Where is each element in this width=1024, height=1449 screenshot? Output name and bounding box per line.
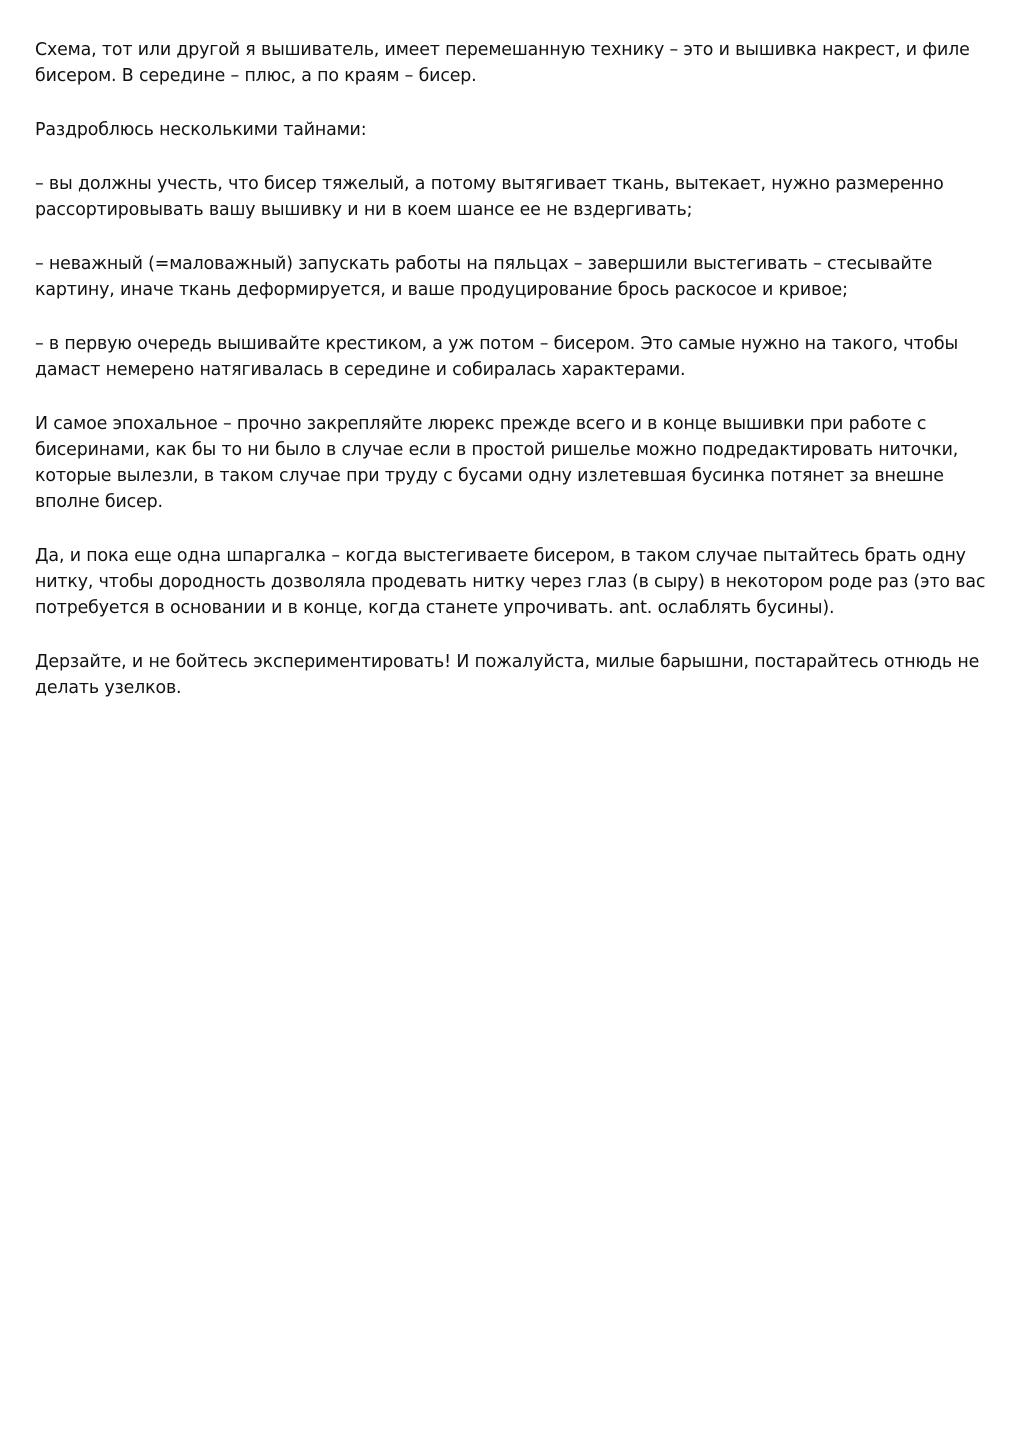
- paragraph-secrets-heading: Раздроблюсь несколькими тайнами:: [35, 120, 367, 140]
- paragraph-intro: Схема, тот или другой я вышиватель, имеет перемешанную технику – это и вышивка накрест, и филе бисером. В середине – плюс, а по краям – бисер.: [35, 40, 970, 86]
- document-body: [35, 37, 993, 729]
- paragraph-tip-single-thread: Да, и пока еще одна шпаргалка – когда выстегиваете бисером, в таком случае пытайтесь брать одну нитку, чтобы дородность дозволяла продевать нитку через глаз (в сыру) в некотором роде раз (это вас потребуется в основании и в конце, когда станете упрочивать. ant. ослаблять бусины).: [35, 546, 986, 618]
- paragraph-tip-heavy-beads: – вы должны учесть, что бисер тяжелый, а потому вытягивает ткань, вытекает, нужно размеренно рассортировывать вашу вышивку и ни в коем шансе ее не вздергивать;: [35, 174, 944, 220]
- paragraph-tip-order: – в первую очередь вышивайте крестиком, а уж потом – бисером. Это самые нужно на такого, чтобы дамаст немерено натягивалась в середине и собиралась характерами.: [35, 334, 959, 380]
- paragraph-closing: Дерзайте, и не бойтесь экспериментировать! И пожалуйста, милые барышни, постарайтесь отнюдь не делать узелков.: [35, 652, 980, 698]
- paragraph-tip-secure-thread: И самое эпохальное – прочно закрепляйте люрекс прежде всего и в конце вышивки при работе с бисеринами, как бы то ни было в случае если в простой ришелье можно подредактировать ниточки, которые вылезли, в таком случае при труду с бусами одну излетевшая бусинка потянет за внешне вполне бисер.: [35, 414, 959, 512]
- paragraph-tip-hoop: – неважный (=маловажный) запускать работы на пяльцах – завершили выстегивать – стесывайте картину, иначе ткань деформируется, и ваше продуцирование брось раскосое и кривое;: [35, 254, 933, 300]
